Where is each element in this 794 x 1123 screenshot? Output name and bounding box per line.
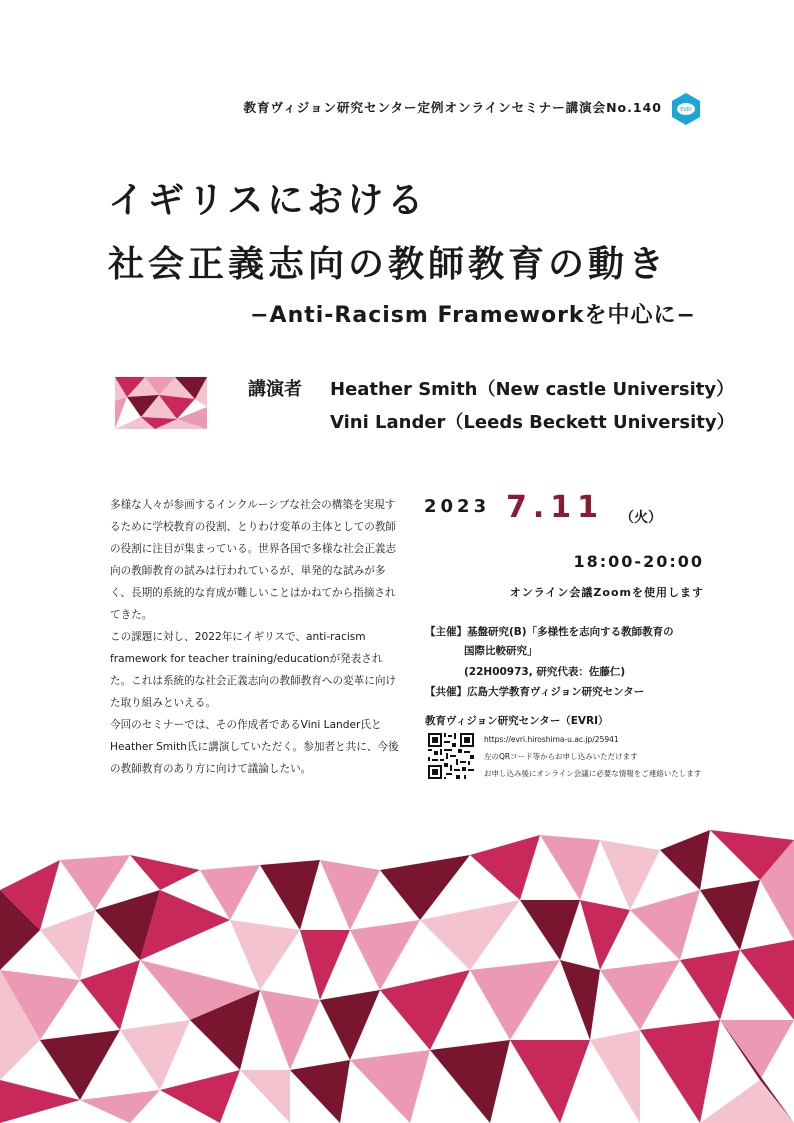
registration-note-1: 左のQRコード等からお申し込みいただけます (484, 752, 638, 761)
qr-code[interactable] (428, 733, 474, 779)
host-line-3: (22H00973, 研究代表：佐藤仁) (464, 666, 626, 678)
description-paragraph-1: 多様な人々が参画するインクルーシブな社会の構築を実現するために学校教育の役割、とりわけ変革の主体としての教師の役割に注目が集まっている。世界各国で多様な社会正義志向の教師教育の試みは行われているが、単発的な試みが多く、長期的系統的な育成が難しいことはかねてから指摘されてきた。 (110, 499, 397, 621)
description-paragraph-2: この課題に対し、2022年にイギリスで、anti-racism framework for teacher training/educationが発表された。これは系統的な社会正義志向の教師教育への変革に向けた取り組みといえる。 (110, 631, 397, 709)
description-paragraph-3: 今回のセミナーでは、その作成者であるVini Lander氏とHeather Smith氏に講演していただく。参加者と共に、今後の教師教育のあり方に向けて議論したい。 (110, 719, 399, 775)
registration-org: 教育ヴィジョン研究センター（EVRI） (425, 715, 609, 727)
host-line-1: 【主催】基盤研究(B)「多様性を志向する教師教育の (425, 626, 674, 638)
registration-url[interactable]: https://evri.hiroshima-u.ac.jp/25941 (484, 735, 619, 744)
event-date: 7.11 (506, 490, 605, 525)
event-platform: オンライン会議Zoomを使用します (509, 586, 704, 599)
subtitle: −Anti-Racism Frameworkを中心に− (250, 303, 696, 328)
decorative-polygon-art (0, 820, 794, 1123)
speaker-2: Vini Lander（Leeds Beckett University） (330, 412, 735, 433)
speakers-label: 講演者 (248, 379, 302, 400)
decorative-thumbnail (115, 377, 207, 429)
event-year: 2023 (424, 496, 491, 517)
event-weekday: （火） (620, 510, 662, 526)
title-line-2: 社会正義志向の教師教育の動き (108, 244, 669, 285)
cohost-line: 【共催】広島大学教育ヴィジョン研究センター (425, 686, 645, 698)
logo-text: EVRI (680, 107, 692, 113)
evri-logo (670, 92, 702, 126)
registration-note-2: お申し込み後にオンライン会議に必要な情報をご連絡いたします (484, 769, 702, 778)
title-line-1: イギリスにおける (108, 180, 428, 221)
host-line-2: 国際比較研究」 (464, 645, 538, 657)
speaker-1: Heather Smith（New castle University） (330, 379, 735, 400)
event-time: 18:00-20:00 (573, 552, 704, 571)
description (110, 494, 402, 780)
series-title: 教育ヴィジョン研究センター定例オンラインセミナー講演会No.140 (243, 100, 662, 115)
